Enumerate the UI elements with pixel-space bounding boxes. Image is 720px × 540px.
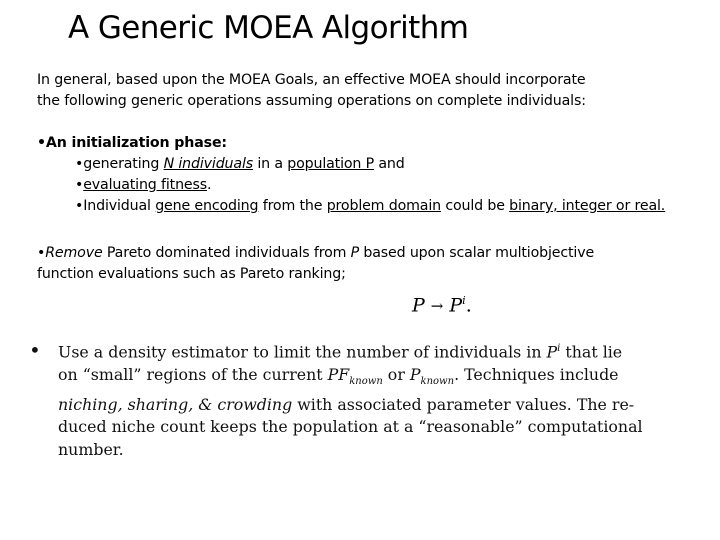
initialization-section	[37, 133, 665, 217]
p-known-subscript: known	[420, 376, 455, 388]
formula-lhs: P	[412, 294, 425, 317]
scanned-line-3	[58, 394, 643, 417]
encoding-item	[37, 196, 665, 217]
remove-p-symbol: P	[350, 245, 360, 261]
intro-line-2: the following generic operations assuming operations on complete individuals:	[37, 93, 586, 109]
arrow-icon: →	[430, 297, 444, 316]
scanned-p-symbol: P	[546, 342, 558, 362]
gene-encoding-term: gene encoding	[155, 198, 259, 214]
generating-item	[37, 154, 665, 175]
scanned-line-2-end: . Techniques include	[454, 364, 619, 384]
intro-paragraph	[37, 70, 586, 112]
remove-line-2: function evaluations such as Pareto ranking;	[37, 266, 346, 282]
scanned-line-2-text: on “small” regions of the current	[58, 364, 328, 384]
generating-and-text: and	[374, 156, 405, 172]
pf-known-symbol: PF	[327, 364, 350, 384]
scanned-line-1	[58, 338, 643, 364]
encoding-could-text: could be	[440, 198, 510, 214]
bullet-icon: •	[29, 338, 41, 362]
population-term: population P	[287, 156, 375, 172]
remove-word: •Remove	[37, 245, 103, 261]
scanned-line-1-end: that lie	[560, 342, 623, 362]
encoding-text: •Individual	[75, 198, 156, 214]
scanned-line-4: duced niche count keeps the population at a “reasonable” computational	[58, 417, 643, 437]
formula-rhs: P	[449, 294, 463, 317]
remove-text-1: Pareto dominated individuals from	[102, 245, 351, 261]
n-individuals-term: N individuals	[163, 156, 253, 172]
evaluating-item	[37, 175, 665, 196]
intro-line-1: In general, based upon the MOEA Goals, an effective MOEA should incorporate	[37, 72, 586, 88]
niching-terms: niching, sharing, & crowding	[58, 394, 293, 414]
scanned-line-1-text: Use a density estimator to limit the number of individuals in	[58, 342, 547, 362]
initialization-heading: •An initialization phase:	[37, 135, 227, 151]
slide-title: A Generic MOEA Algorithm	[68, 10, 469, 46]
generating-text: •generating	[75, 156, 164, 172]
generating-in-text: in a	[252, 156, 288, 172]
remove-line-1	[37, 243, 594, 264]
problem-domain-term: problem domain	[326, 198, 441, 214]
encoding-from-text: from the	[258, 198, 327, 214]
scanned-p-superscript: i	[557, 343, 561, 354]
evaluating-fitness-term: evaluating fitness	[83, 177, 207, 193]
scanned-text-excerpt	[27, 338, 695, 460]
remove-section	[37, 243, 594, 285]
encoding-types-term: binary, integer or real.	[509, 198, 666, 214]
pareto-formula	[412, 288, 472, 319]
scanned-line-2	[58, 364, 643, 394]
p-known-symbol: P	[409, 364, 421, 384]
remove-text-2: based upon scalar multiobjective	[359, 245, 595, 261]
evaluating-period: .	[206, 177, 212, 193]
formula-superscript: i	[462, 294, 466, 307]
scanned-line-5: number.	[58, 439, 124, 459]
scanned-line-3-text: with associated parameter values. The re-	[292, 394, 635, 414]
scanned-or-text: or	[382, 364, 410, 384]
formula-period: .	[465, 294, 472, 317]
evaluating-bullet: •	[75, 177, 84, 193]
scanned-paragraph	[58, 338, 643, 461]
pf-known-subscript: known	[349, 376, 383, 388]
